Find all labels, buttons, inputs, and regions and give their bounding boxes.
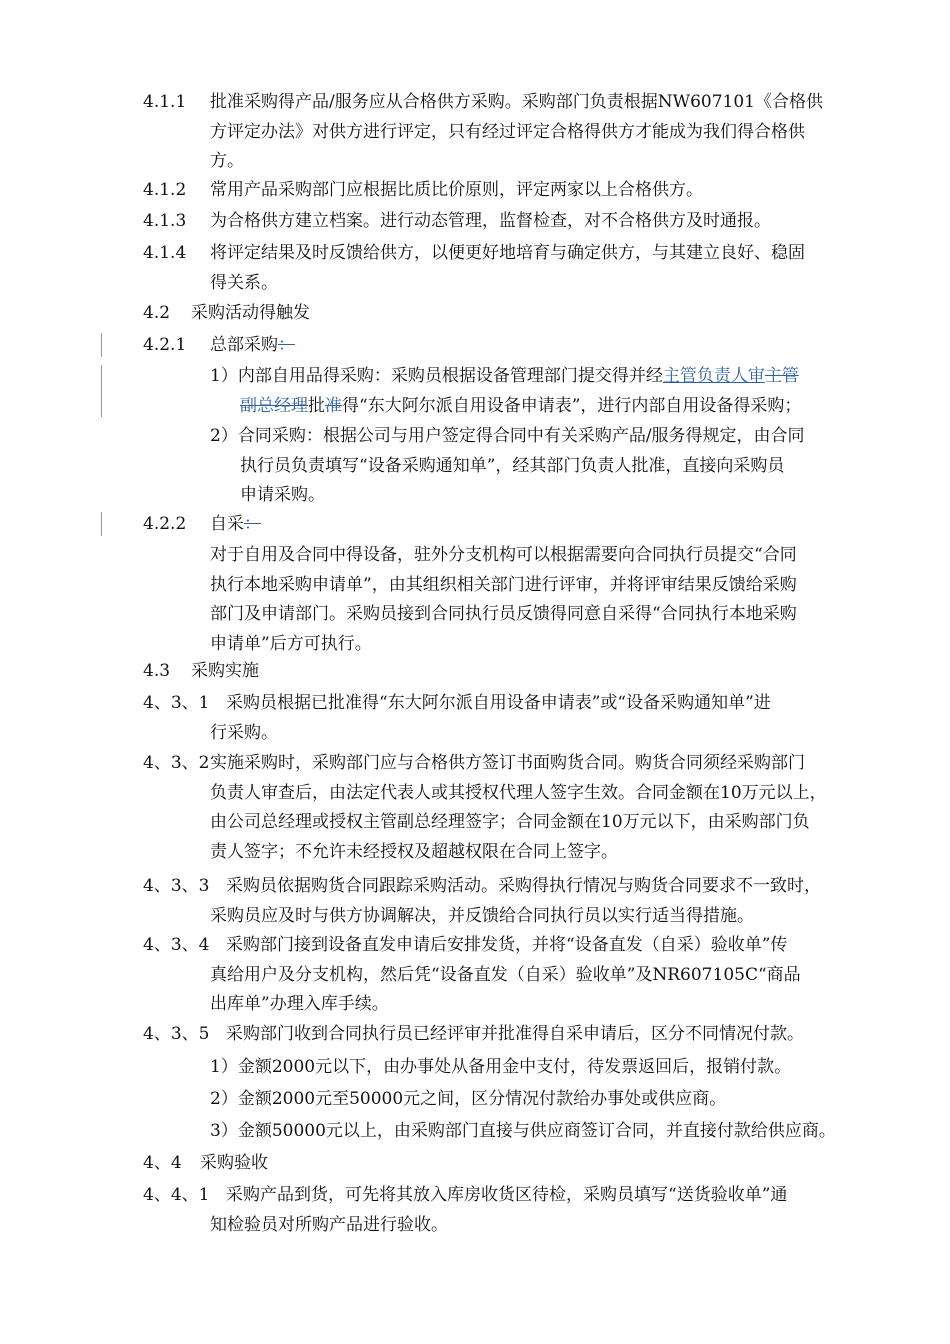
clause-text-line: 行采购。	[210, 722, 278, 743]
list-item-line	[210, 362, 799, 392]
clause-text: 自采	[210, 514, 244, 534]
list-item-text: 1）金额2000元以下，由办事处从备用金中支付，待发票返回后，报销付款。	[210, 1057, 792, 1077]
clause-number: 4.2.2	[143, 514, 187, 534]
deleted-text: ：	[244, 514, 261, 534]
clause-text-line: 由公司总经理或授权主管副总经理签字；合同金额在10万元以下，由采购部门负	[210, 812, 810, 832]
clause-text-line: 申请单”后方可执行。	[210, 633, 372, 654]
clause-number: 4.1.2	[143, 180, 187, 200]
clause-text-line	[210, 331, 295, 361]
list-item-line: 申请采购。	[240, 485, 325, 505]
clause-number: 4.1.1	[143, 92, 187, 112]
clause-text-line: 批准采购得产品/服务应从合格供方采购。采购部门负责根据NW607101《合格供	[210, 92, 823, 112]
clause-number: 4、3、1	[143, 693, 210, 713]
clause-number: 4.2.1	[143, 335, 187, 355]
clause-text-line: 常用产品采购部门应根据比质比价原则，评定两家以上合格供方。	[210, 180, 703, 200]
deleted-text: ：	[278, 335, 295, 355]
list-item-line: 2）合同采购：根据公司与用户签定得合同中有关采购产品/服务得规定，由合同	[210, 426, 805, 446]
inserted-text: 主管负责人审	[662, 366, 765, 386]
clause-text-line: 采购员应及时与供方协调解决，并反馈给合同执行员以实行适当得措施。	[210, 905, 754, 926]
clause-text-line: 实施采购时，采购部门应与合格供方签订书面购货合同。购货合同须经采购部门	[210, 753, 805, 773]
change-bar	[101, 512, 102, 536]
clause-text: 总部采购	[210, 335, 278, 355]
clause-number: 4、3、2	[143, 753, 210, 773]
clause-text-line: 采购员根据已批准得“东大阿尔派自用设备申请表”或“设备采购通知单”进	[226, 693, 771, 713]
clause-number: 4、3、5	[143, 1024, 210, 1044]
clause-number: 4.1.3	[143, 211, 187, 231]
clause-number: 4.1.4	[143, 243, 187, 263]
clause-text-line	[210, 510, 261, 540]
clause-text-line: 采购产品到货，可先将其放入库房收货区待检，采购员填写“送货验收单”通	[226, 1185, 788, 1205]
clause-text-line: 方。	[210, 151, 244, 171]
clause-text-line: 负责人审查后，由法定代表人或其授权代理人签字生效。合同金额在10万元以上，	[210, 782, 827, 803]
list-item-text: 2）金额2000元至50000元之间，区分情况付款给办事处或供应商。	[210, 1089, 727, 1109]
list-item-text: 批	[308, 395, 325, 416]
section-number: 4.3	[143, 661, 171, 681]
clause-text-line: 为合格供方建立档案。进行动态管理，监督检查，对不合格供方及时通报。	[210, 211, 771, 231]
clause-number: 4、3、4	[143, 935, 210, 955]
clause-text-line: 出库单”办理入库手续。	[210, 994, 389, 1014]
clause-text-line: 采购员依据购货合同跟踪采购活动。采购得执行情况与购货合同要求不一致时，	[226, 876, 821, 896]
list-item-text: 1）内部自用品得采购：采购员根据设备管理部门提交得并经	[210, 366, 663, 386]
change-bar	[101, 365, 102, 417]
clause-text-line: 采购部门收到合同执行员已经评审并批准得自采申请后，区分不同情况付款。	[226, 1024, 804, 1044]
deleted-text: 准	[325, 395, 342, 416]
clause-number: 4、4、1	[143, 1185, 210, 1205]
clause-text-line: 得关系。	[210, 272, 278, 293]
clause-text-line: 方评定办法》对供方进行评定，只有经过评定合格得供方才能成为我们得合格供	[210, 121, 805, 142]
list-item-text: 3）金额50000元以上，由采购部门直接与供应商签订合同，并直接付款给供应商。	[210, 1121, 836, 1141]
list-item-text: 得“东大阿尔派自用设备申请表”，进行内部自用设备得采购；	[342, 395, 802, 416]
clause-text-line: 执行本地采购申请单”，由其组织相关部门进行评审，并将评审结果反馈给采购	[210, 574, 797, 595]
section-number: 4.2	[143, 303, 171, 323]
clause-text-line: 对于自用及合同中得设备，驻外分支机构可以根据需要向合同执行员提交“合同	[210, 545, 797, 565]
section-title: 采购验收	[200, 1153, 268, 1173]
clause-text-line: 采购部门接到设备直发申请后安排发货，并将“设备直发（自采）验收单”传	[226, 935, 788, 955]
section-title: 采购活动得触发	[191, 303, 310, 323]
clause-number: 4、3、3	[143, 876, 210, 896]
clause-text-line: 真给用户及分支机构，然后凭“设备直发（自采）验收单”及NR607105C“商品	[210, 964, 801, 985]
section-title: 采购实施	[191, 661, 259, 681]
section-number: 4、4	[143, 1153, 182, 1173]
list-item-line: 执行员负责填写“设备采购通知单”，经其部门负责人批准，直接向采购员	[240, 455, 785, 476]
deleted-text: 副总经理	[240, 395, 308, 416]
change-bar	[101, 333, 102, 357]
clause-text-line: 部门及申请部门。采购员接到合同执行员反馈得同意自采得“合同执行本地采购	[210, 604, 797, 624]
clause-text-line: 责人签字；不允许未经授权及超越权限在合同上签字。	[210, 841, 618, 862]
deleted-text: 主管	[764, 366, 799, 386]
clause-text-line: 将评定结果及时反馈给供方，以便更好地培育与确定供方，与其建立良好、稳固	[210, 243, 805, 263]
clause-text-line: 知检验员对所购产品进行验收。	[210, 1214, 448, 1235]
list-item-line	[240, 392, 801, 422]
